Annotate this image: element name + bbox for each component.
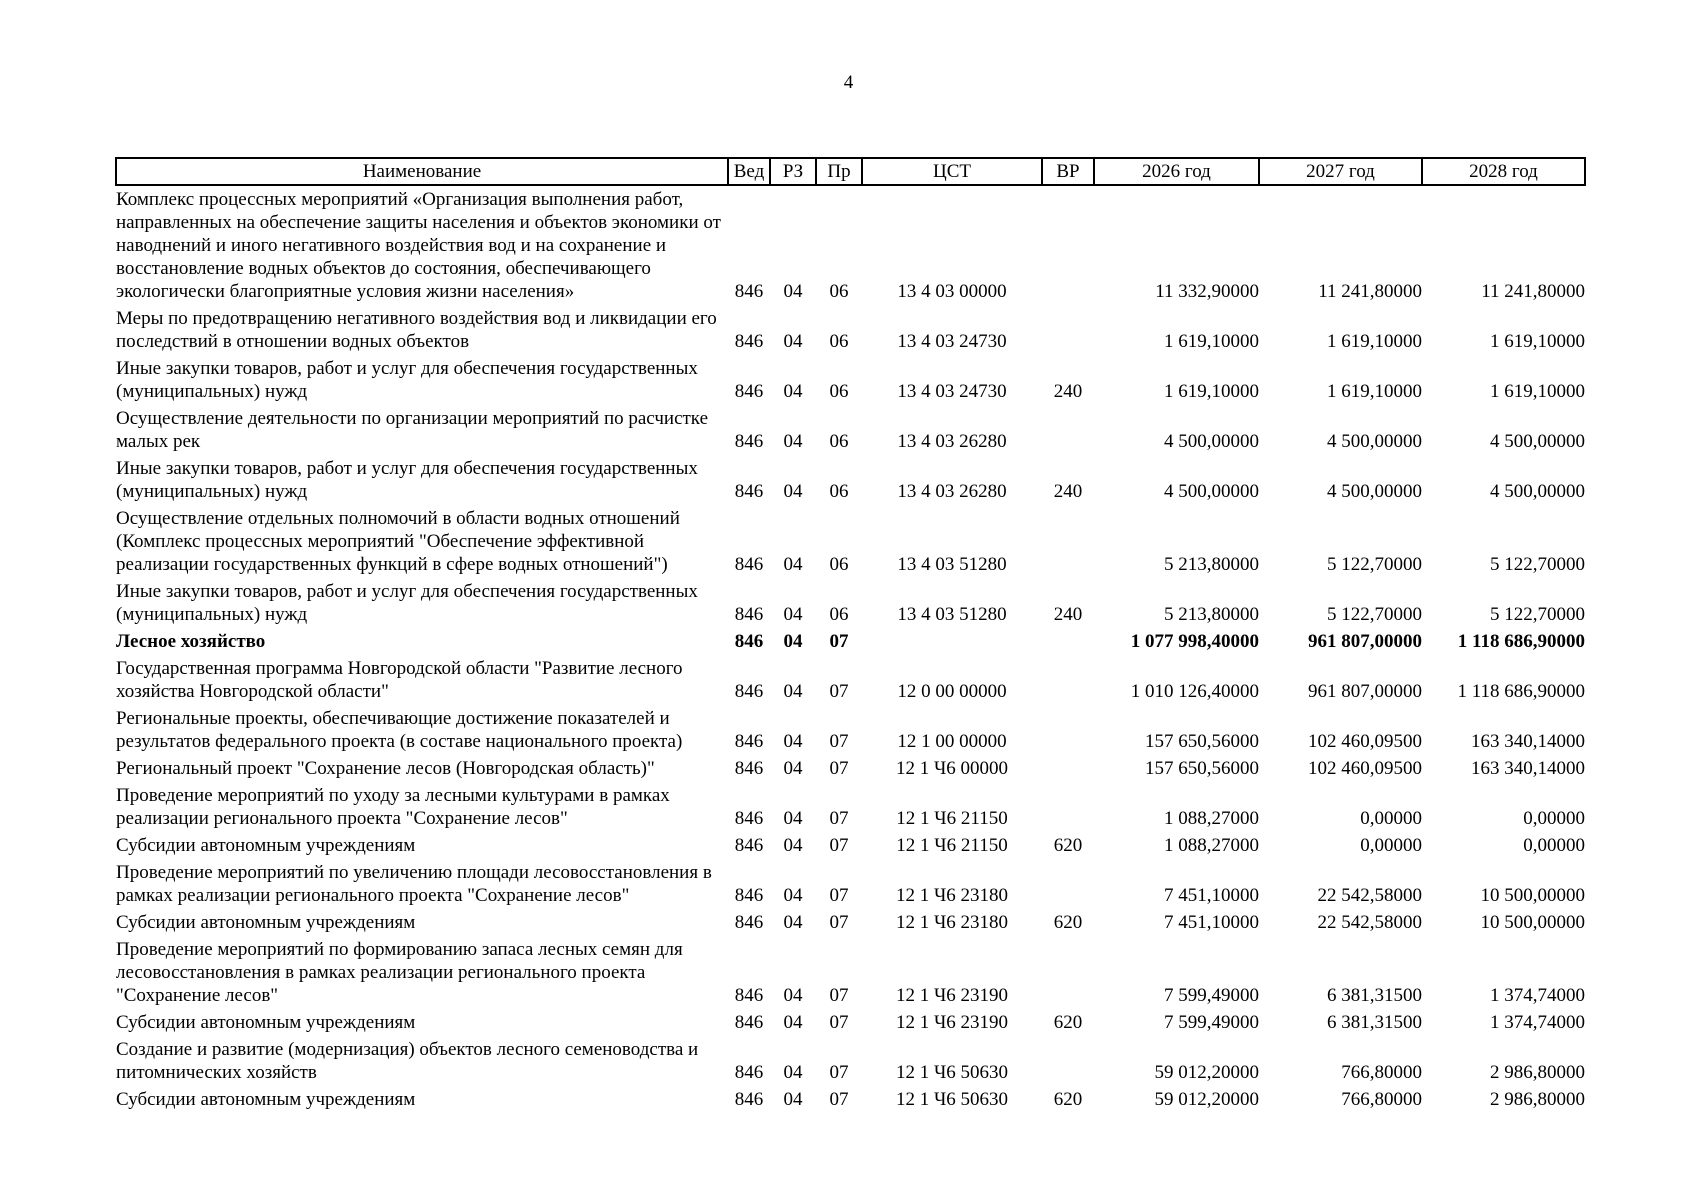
cell-rz: 04 xyxy=(783,1012,803,1033)
cell-2028: 0,00000 xyxy=(1523,808,1585,829)
cell-cst: 13 4 03 51280 xyxy=(897,554,1007,575)
header-ved: Вед xyxy=(728,158,770,185)
cell-2028: 10 500,00000 xyxy=(1480,912,1585,933)
cell-2026: 7 451,10000 xyxy=(1164,912,1259,933)
cell-2027: 5 122,70000 xyxy=(1327,554,1422,575)
cell-2026: 4 500,00000 xyxy=(1164,431,1259,452)
cell-vr: 620 xyxy=(1053,835,1083,856)
cell-pr: 07 xyxy=(829,681,849,702)
cell-rz: 04 xyxy=(783,912,803,933)
cell-pr: 07 xyxy=(829,1089,849,1110)
cell-name: Осуществление отдельных полномочий в области водных отношений (Комплекс процессных мероприятий "Обеспечение эффективной реализации государственных функций в сфере водных отношений") xyxy=(116,508,680,575)
cell-name: Иные закупки товаров, работ и услуг для обеспечения государственных (муниципальных) нужд xyxy=(116,458,698,502)
table-row xyxy=(116,832,1585,859)
cell-2027: 961 807,00000 xyxy=(1308,681,1422,702)
cell-cst: 12 1 Ч6 23190 xyxy=(895,1012,1009,1033)
cell-rz: 04 xyxy=(783,481,803,502)
cell-2027: 766,80000 xyxy=(1341,1062,1422,1083)
cell-2028: 1 118 686,90000 xyxy=(1457,681,1585,702)
cell-pr: 07 xyxy=(829,758,849,779)
cell-rz: 04 xyxy=(783,835,803,856)
budget-table xyxy=(115,157,1586,1113)
cell-2028: 2 986,80000 xyxy=(1490,1062,1585,1083)
cell-2027: 6 381,31500 xyxy=(1327,985,1422,1006)
cell-2027: 0,00000 xyxy=(1360,835,1422,856)
cell-cst: 12 1 Ч6 50630 xyxy=(895,1062,1009,1083)
cell-pr: 06 xyxy=(829,554,849,575)
cell-2027: 1 619,10000 xyxy=(1327,381,1422,402)
cell-cst: 12 1 Ч6 21150 xyxy=(896,808,1008,829)
cell-2026: 5 213,80000 xyxy=(1164,554,1259,575)
table-row xyxy=(116,1086,1585,1113)
header-2028: 2028 год xyxy=(1422,158,1585,185)
cell-2027: 11 241,80000 xyxy=(1318,281,1422,302)
cell-vr xyxy=(1042,936,1094,1009)
cell-rz: 04 xyxy=(783,885,803,906)
cell-2027: 5 122,70000 xyxy=(1327,604,1422,625)
cell-2028: 1 619,10000 xyxy=(1490,381,1585,402)
cell-cst: 12 1 Ч6 23190 xyxy=(895,985,1009,1006)
cell-rz: 04 xyxy=(783,731,803,752)
cell-2027: 22 542,58000 xyxy=(1317,912,1422,933)
cell-pr: 06 xyxy=(829,381,849,402)
cell-2026: 1 619,10000 xyxy=(1164,381,1259,402)
cell-2026: 59 012,20000 xyxy=(1154,1062,1259,1083)
cell-pr: 06 xyxy=(829,431,849,452)
cell-name: Создание и развитие (модернизация) объектов лесного семеноводства и питомнических хозяйств xyxy=(116,1039,699,1083)
cell-rz: 04 xyxy=(783,331,803,352)
cell-ved: 846 xyxy=(734,631,764,652)
cell-2026: 59 012,20000 xyxy=(1154,1089,1259,1110)
cell-2026: 7 599,49000 xyxy=(1164,1012,1259,1033)
cell-2027: 766,80000 xyxy=(1341,1089,1422,1110)
table-row xyxy=(116,1009,1585,1036)
cell-2027: 4 500,00000 xyxy=(1327,431,1422,452)
table-row xyxy=(116,705,1585,755)
cell-2028: 11 241,80000 xyxy=(1481,281,1585,302)
cell-vr: 620 xyxy=(1053,1089,1083,1110)
cell-name: Региональные проекты, обеспечивающие достижение показателей и результатов федерального проекта (в составе национального проекта) xyxy=(116,708,683,752)
cell-2027: 102 460,09500 xyxy=(1308,758,1422,779)
page-number: 4 xyxy=(843,72,854,93)
header-2027: 2027 год xyxy=(1259,158,1422,185)
cell-2026: 7 599,49000 xyxy=(1164,985,1259,1006)
cell-2028: 4 500,00000 xyxy=(1490,431,1585,452)
cell-2028: 1 374,74000 xyxy=(1490,985,1585,1006)
cell-cst: 13 4 03 24730 xyxy=(897,331,1007,352)
cell-name: Иные закупки товаров, работ и услуг для обеспечения государственных (муниципальных) нужд xyxy=(116,358,698,402)
cell-cst: 12 1 Ч6 23180 xyxy=(895,885,1009,906)
cell-vr: 240 xyxy=(1053,481,1083,502)
cell-2027: 22 542,58000 xyxy=(1317,885,1422,906)
cell-ved: 846 xyxy=(734,835,764,856)
cell-name: Субсидии автономным учреждениям xyxy=(116,912,416,933)
table-row xyxy=(116,505,1585,578)
table-body xyxy=(116,185,1585,1113)
cell-2028: 0,00000 xyxy=(1523,835,1585,856)
cell-rz: 04 xyxy=(783,1089,803,1110)
cell-ved: 846 xyxy=(734,912,764,933)
cell-name: Проведение мероприятий по уходу за лесными культурами в рамках реализации регионального проекта "Сохранение лесов" xyxy=(116,785,670,829)
cell-vr xyxy=(1042,705,1094,755)
cell-2026: 7 451,10000 xyxy=(1164,885,1259,906)
cell-2028: 5 122,70000 xyxy=(1490,554,1585,575)
cell-cst: 13 4 03 26280 xyxy=(897,431,1007,452)
table-row xyxy=(116,782,1585,832)
cell-name: Осуществление деятельности по организации мероприятий по расчистке малых рек xyxy=(116,408,708,452)
cell-2028: 163 340,14000 xyxy=(1471,731,1585,752)
cell-2028: 1 374,74000 xyxy=(1490,1012,1585,1033)
cell-vr xyxy=(1042,859,1094,909)
table-row xyxy=(116,405,1585,455)
cell-2027: 0,00000 xyxy=(1360,808,1422,829)
cell-name: Субсидии автономным учреждениям xyxy=(116,1012,416,1033)
cell-vr xyxy=(1042,405,1094,455)
cell-ved: 846 xyxy=(734,885,764,906)
cell-pr: 07 xyxy=(829,1062,849,1083)
cell-pr: 07 xyxy=(829,985,849,1006)
cell-vr: 620 xyxy=(1053,912,1083,933)
cell-rz: 04 xyxy=(783,758,803,779)
cell-ved: 846 xyxy=(734,604,764,625)
cell-pr: 07 xyxy=(829,912,849,933)
cell-ved: 846 xyxy=(734,381,764,402)
cell-vr xyxy=(1042,628,1094,655)
cell-2028: 163 340,14000 xyxy=(1471,758,1585,779)
cell-ved: 846 xyxy=(734,808,764,829)
cell-rz: 04 xyxy=(783,808,803,829)
cell-2026: 157 650,56000 xyxy=(1145,758,1259,779)
header-cst: ЦСТ xyxy=(862,158,1042,185)
cell-2028: 10 500,00000 xyxy=(1480,885,1585,906)
table-row xyxy=(116,909,1585,936)
table-row xyxy=(116,578,1585,628)
header-name: Наименование xyxy=(116,158,728,185)
header-2026: 2026 год xyxy=(1094,158,1259,185)
cell-2027: 1 619,10000 xyxy=(1327,331,1422,352)
cell-pr: 06 xyxy=(829,281,849,302)
cell-rz: 04 xyxy=(783,281,803,302)
cell-2026: 1 088,27000 xyxy=(1164,808,1259,829)
cell-2026: 5 213,80000 xyxy=(1164,604,1259,625)
cell-vr xyxy=(1042,1036,1094,1086)
cell-rz: 04 xyxy=(783,554,803,575)
cell-pr: 07 xyxy=(829,885,849,906)
cell-vr: 620 xyxy=(1053,1012,1083,1033)
table-row xyxy=(116,655,1585,705)
cell-cst: 12 1 Ч6 23180 xyxy=(895,912,1009,933)
cell-cst: 12 1 Ч6 21150 xyxy=(896,835,1008,856)
cell-vr: 240 xyxy=(1053,381,1083,402)
cell-vr xyxy=(1042,655,1094,705)
cell-name: Субсидии автономным учреждениям xyxy=(116,1089,416,1110)
cell-cst: 13 4 03 24730 xyxy=(897,381,1007,402)
cell-ved: 846 xyxy=(734,554,764,575)
cell-pr: 07 xyxy=(829,808,849,829)
cell-ved: 846 xyxy=(734,331,764,352)
header-rz: РЗ xyxy=(770,158,816,185)
cell-ved: 846 xyxy=(734,281,764,302)
cell-rz: 04 xyxy=(783,604,803,625)
cell-name: Проведение мероприятий по увеличению площади лесовосстановления в рамках реализации регионального проекта "Сохранение лесов" xyxy=(116,862,712,906)
table-row xyxy=(116,936,1585,1009)
cell-name: Региональный проект "Сохранение лесов (Новгородская область)" xyxy=(116,758,655,779)
cell-pr: 07 xyxy=(829,731,849,752)
cell-pr: 07 xyxy=(829,1012,849,1033)
cell-vr xyxy=(1042,185,1094,305)
cell-ved: 846 xyxy=(734,758,764,779)
cell-2026: 11 332,90000 xyxy=(1155,281,1259,302)
cell-cst: 12 1 00 00000 xyxy=(897,731,1007,752)
cell-2027: 4 500,00000 xyxy=(1327,481,1422,502)
cell-name: Иные закупки товаров, работ и услуг для обеспечения государственных (муниципальных) нужд xyxy=(116,581,698,625)
table-row xyxy=(116,185,1585,305)
table-row xyxy=(116,355,1585,405)
cell-vr xyxy=(1042,755,1094,782)
cell-cst: 12 0 00 00000 xyxy=(897,681,1007,702)
cell-ved: 846 xyxy=(734,1062,764,1083)
cell-2026: 1 077 998,40000 xyxy=(1130,631,1259,652)
header-pr: Пр xyxy=(816,158,862,185)
cell-2026: 1 619,10000 xyxy=(1164,331,1259,352)
cell-rz: 04 xyxy=(783,381,803,402)
cell-2027: 6 381,31500 xyxy=(1327,1012,1422,1033)
cell-name: Государственная программа Новгородской области "Развитие лесного хозяйства Новгородской области" xyxy=(116,658,683,702)
cell-ved: 846 xyxy=(734,1089,764,1110)
cell-2026: 4 500,00000 xyxy=(1164,481,1259,502)
cell-rz: 04 xyxy=(783,631,803,652)
table-row xyxy=(116,755,1585,782)
cell-name: Проведение мероприятий по формированию запаса лесных семян для лесовосстановления в рамках реализации регионального проекта "Сохранение лесов" xyxy=(116,939,683,1006)
cell-2027: 102 460,09500 xyxy=(1308,731,1422,752)
cell-cst: 12 1 Ч6 00000 xyxy=(895,758,1009,779)
cell-pr: 06 xyxy=(829,481,849,502)
cell-name: Лесное хозяйство xyxy=(116,631,266,652)
table-header-row xyxy=(116,158,1585,185)
cell-pr: 07 xyxy=(829,835,849,856)
table-row xyxy=(116,859,1585,909)
cell-vr xyxy=(1042,505,1094,578)
cell-name: Меры по предотвращению негативного воздействия вод и ликвидации его последствий в отношении водных объектов xyxy=(116,308,717,352)
cell-ved: 846 xyxy=(734,985,764,1006)
cell-2027: 961 807,00000 xyxy=(1308,631,1422,652)
cell-vr xyxy=(1042,305,1094,355)
cell-ved: 846 xyxy=(734,431,764,452)
table-row xyxy=(116,305,1585,355)
cell-2028: 1 619,10000 xyxy=(1490,331,1585,352)
cell-name: Комплекс процессных мероприятий «Организация выполнения работ, направленных на обеспечение защиты населения и объектов экономики от наводнений и иного негативного воздействия вод и на сохранение и восстановление водных объектов до состояния, обеспечивающего экологически благоприятные условия жизни населения» xyxy=(116,189,721,302)
cell-name: Субсидии автономным учреждениям xyxy=(116,835,416,856)
cell-cst: 12 1 Ч6 50630 xyxy=(895,1089,1009,1110)
cell-2028: 5 122,70000 xyxy=(1490,604,1585,625)
cell-vr xyxy=(1042,782,1094,832)
cell-2028: 1 118 686,90000 xyxy=(1457,631,1585,652)
cell-cst: 13 4 03 00000 xyxy=(897,281,1007,302)
table-row xyxy=(116,455,1585,505)
table-row xyxy=(116,628,1585,655)
cell-vr: 240 xyxy=(1053,604,1083,625)
cell-ved: 846 xyxy=(734,481,764,502)
cell-pr: 07 xyxy=(829,631,849,652)
cell-rz: 04 xyxy=(783,1062,803,1083)
cell-ved: 846 xyxy=(734,731,764,752)
cell-cst xyxy=(862,628,1042,655)
cell-2026: 1 010 126,40000 xyxy=(1130,681,1259,702)
cell-rz: 04 xyxy=(783,431,803,452)
cell-pr: 06 xyxy=(829,331,849,352)
table-row xyxy=(116,1036,1585,1086)
cell-ved: 846 xyxy=(734,1012,764,1033)
header-vr: ВР xyxy=(1042,158,1094,185)
cell-2026: 1 088,27000 xyxy=(1164,835,1259,856)
cell-ved: 846 xyxy=(734,681,764,702)
cell-2028: 4 500,00000 xyxy=(1490,481,1585,502)
cell-pr: 06 xyxy=(829,604,849,625)
cell-cst: 13 4 03 26280 xyxy=(897,481,1007,502)
cell-cst: 13 4 03 51280 xyxy=(897,604,1007,625)
cell-rz: 04 xyxy=(783,681,803,702)
cell-2028: 2 986,80000 xyxy=(1490,1089,1585,1110)
cell-2026: 157 650,56000 xyxy=(1145,731,1259,752)
cell-rz: 04 xyxy=(783,985,803,1006)
